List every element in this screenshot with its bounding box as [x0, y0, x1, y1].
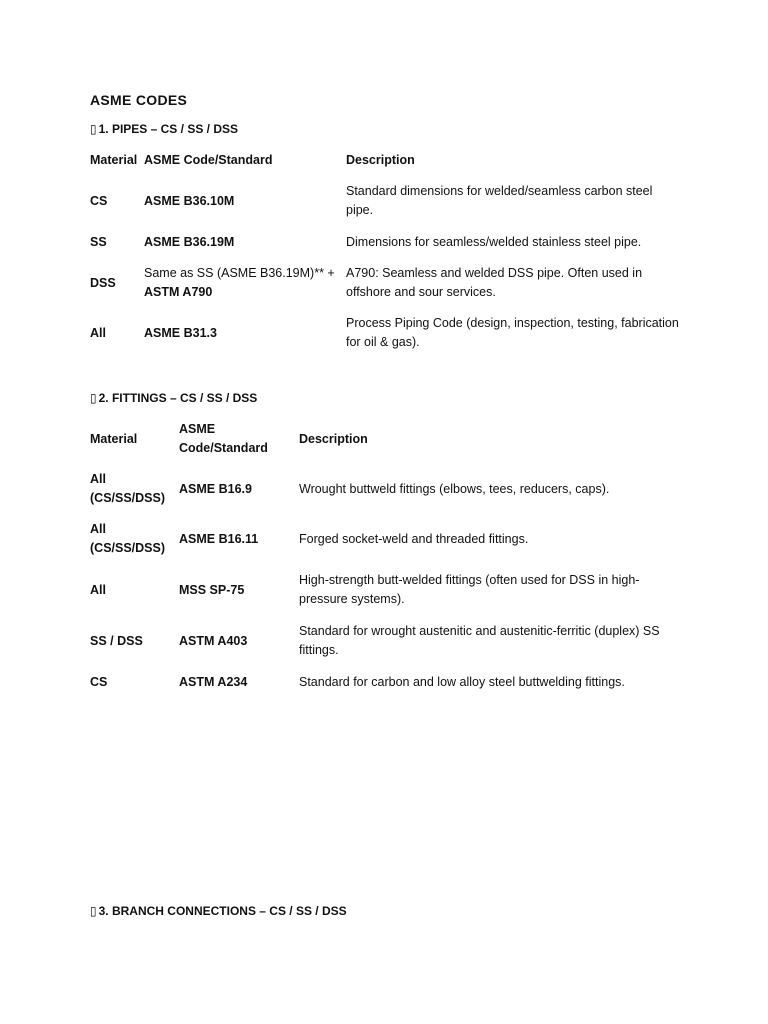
- table-row: [90, 520, 680, 558]
- table-row: [90, 252, 680, 314]
- code-cell: MSS SP-75: [179, 582, 245, 597]
- table-row: [90, 232, 680, 252]
- description-cell: Standard for wrought austenitic and austenitic-ferritic (duplex) SS fittings.: [299, 624, 660, 657]
- description-cell: High-strength butt-welded fittings (often used for DSS in high-pressure systems).: [299, 573, 640, 606]
- material-cell: All (CS/SS/DSS): [90, 522, 166, 555]
- table-header-row: [90, 420, 680, 458]
- table-row: [90, 622, 680, 660]
- description-cell: Dimensions for seamless/welded stainless steel pipe.: [346, 234, 642, 249]
- material-cell: All (CS/SS/DSS): [90, 472, 166, 505]
- table-row: [90, 558, 680, 622]
- description-cell: Standard dimensions for welded/seamless carbon steel pipe.: [346, 184, 653, 217]
- material-cell: DSS: [90, 275, 116, 290]
- box-glyph-icon: ▯: [90, 904, 97, 918]
- fittings-table: [90, 420, 680, 704]
- description-cell: Standard for carbon and low alloy steel buttwelding fittings.: [299, 674, 625, 689]
- material-cell: CS: [90, 674, 108, 689]
- pipes-table: [90, 150, 680, 352]
- code-prefix: Same as SS (ASME B36.19M)** +: [144, 266, 335, 280]
- material-cell: CS: [90, 193, 108, 208]
- document-title: ASME CODES: [90, 92, 188, 108]
- code-cell: ASTM A234: [179, 674, 248, 689]
- description-cell: Forged socket-weld and threaded fittings.: [299, 531, 529, 546]
- table-row: [90, 314, 680, 352]
- material-cell: All: [90, 582, 106, 597]
- column-header-material: Material: [90, 431, 138, 446]
- description-cell: Wrought buttweld fittings (elbows, tees, reducers, caps).: [299, 481, 610, 496]
- column-header-material: Material: [90, 152, 138, 167]
- table-row: [90, 458, 680, 520]
- column-header-code: ASME Code/Standard: [179, 422, 268, 455]
- code-cell: ASME B36.10M: [144, 193, 235, 208]
- material-cell: SS: [90, 234, 107, 249]
- column-header-description: Description: [299, 431, 368, 446]
- material-cell: SS / DSS: [90, 633, 143, 648]
- column-header-code: ASME Code/Standard: [144, 152, 273, 167]
- section-1-heading-text: 1. PIPES – CS / SS / DSS: [98, 122, 238, 136]
- box-glyph-icon: ▯: [90, 391, 97, 405]
- material-cell: All: [90, 325, 106, 340]
- box-glyph-icon: ▯: [90, 122, 97, 136]
- code-value: ASTM A790: [144, 285, 213, 299]
- column-header-description: Description: [346, 152, 415, 167]
- section-2-heading: [90, 391, 257, 405]
- section-1-heading: [90, 122, 238, 136]
- code-cell: ASME B31.3: [144, 325, 217, 340]
- code-cell: ASME B16.9: [179, 481, 252, 496]
- table-row: [90, 170, 680, 232]
- code-cell: ASME B16.11: [179, 531, 259, 546]
- description-cell: Process Piping Code (design, inspection, testing, fabrication for oil & gas).: [346, 316, 679, 349]
- section-2-heading-text: 2. FITTINGS – CS / SS / DSS: [98, 391, 258, 405]
- section-3-heading-text: 3. BRANCH CONNECTIONS – CS / SS / DSS: [98, 904, 347, 918]
- code-cell: ASTM A403: [179, 633, 248, 648]
- table-row: [90, 660, 680, 704]
- code-cell: ASME B36.19M: [144, 234, 235, 249]
- description-cell: A790: Seamless and welded DSS pipe. Often used in offshore and sour services.: [346, 266, 643, 299]
- section-3-heading: [90, 904, 347, 918]
- code-cell: [144, 252, 346, 314]
- table-header-row: [90, 150, 680, 170]
